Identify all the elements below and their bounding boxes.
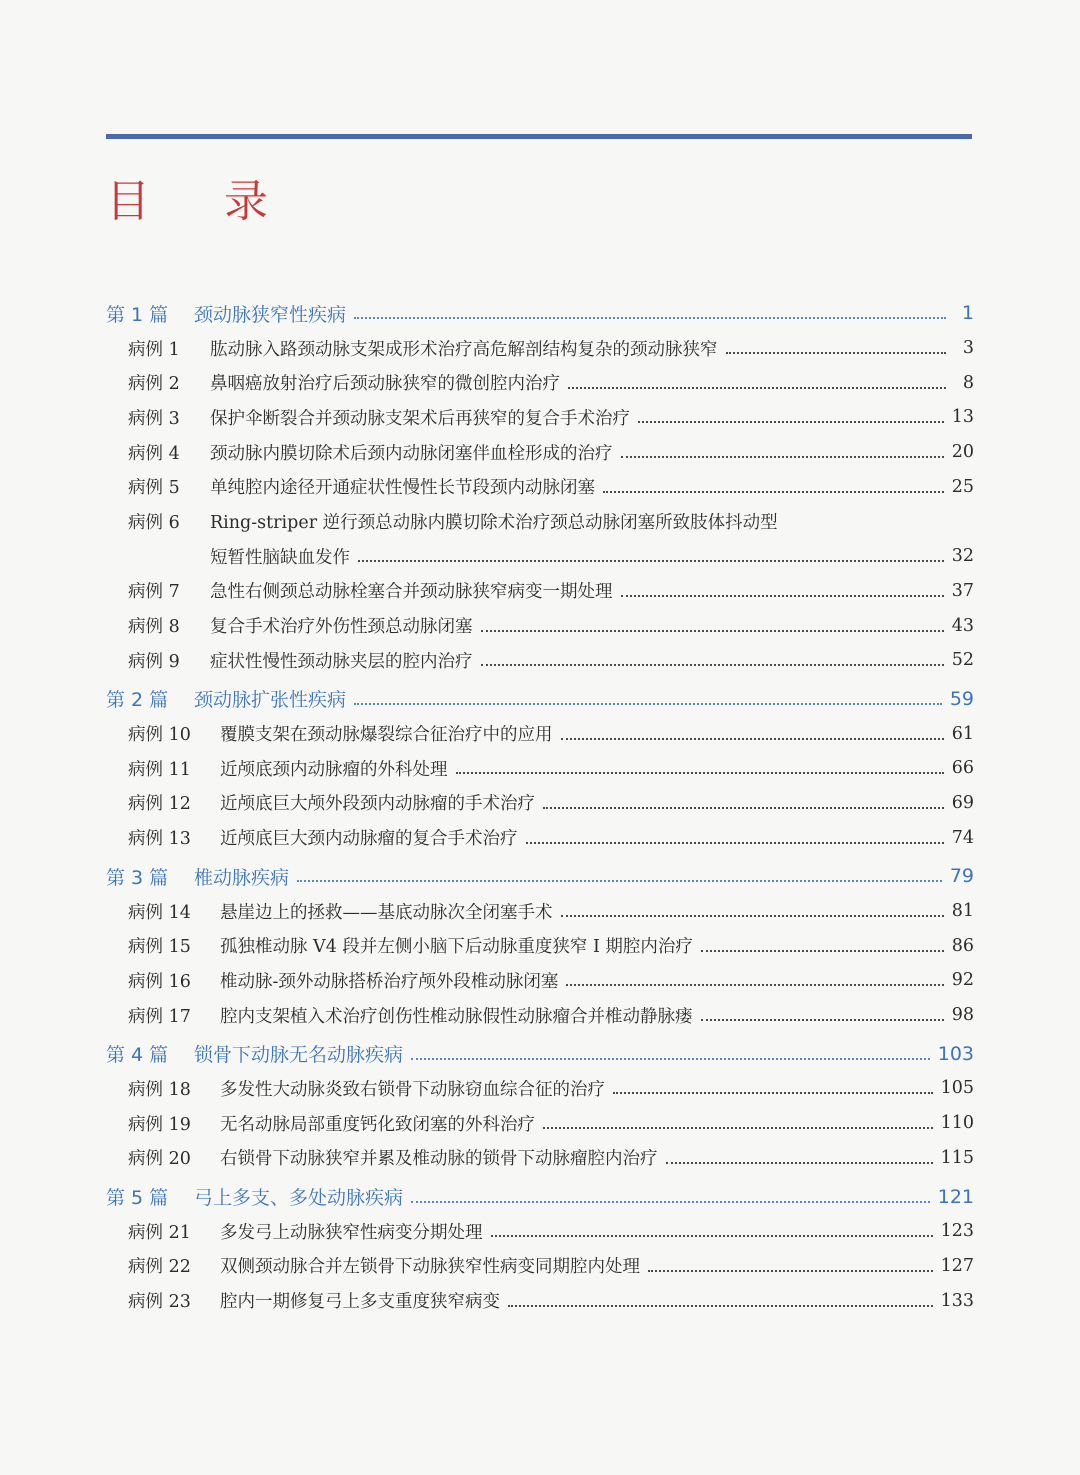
case-title: 短暂性脑缺血发作 bbox=[210, 547, 350, 568]
page-number: 127 bbox=[940, 1255, 974, 1276]
dot-leader bbox=[603, 491, 944, 493]
toc-case-entry[interactable] bbox=[106, 608, 974, 643]
case-title: 覆膜支架在颈动脉爆裂综合征治疗中的应用 bbox=[220, 725, 553, 746]
dot-leader bbox=[543, 1127, 933, 1129]
page-number: 66 bbox=[951, 758, 974, 779]
toc-case-entry[interactable] bbox=[106, 1249, 974, 1284]
dot-leader bbox=[726, 352, 947, 354]
case-label: 病例 12 bbox=[128, 794, 191, 815]
case-title: 椎动脉-颈外动脉搭桥治疗颅外段椎动脉闭塞 bbox=[220, 971, 559, 992]
case-label: 病例 1 bbox=[128, 339, 180, 360]
part-title: 颈动脉扩张性疾病 bbox=[194, 689, 347, 712]
toc-case-entry[interactable] bbox=[106, 331, 974, 366]
case-title: 多发弓上动脉狭窄性病变分期处理 bbox=[220, 1222, 483, 1243]
toc-part-entry[interactable] bbox=[106, 1179, 974, 1214]
case-label: 病例 11 bbox=[128, 759, 191, 780]
page-number: 105 bbox=[940, 1078, 974, 1099]
toc-case-entry[interactable] bbox=[106, 786, 974, 821]
case-label: 病例 18 bbox=[128, 1079, 191, 1100]
page-number: 13 bbox=[951, 407, 974, 428]
dot-leader bbox=[543, 807, 944, 809]
case-title: 近颅底巨大颈内动脉瘤的复合手术治疗 bbox=[220, 829, 518, 850]
page-number: 92 bbox=[951, 970, 974, 991]
toc-case-entry[interactable] bbox=[106, 928, 974, 963]
header-rule bbox=[106, 134, 972, 139]
page-number: 115 bbox=[940, 1147, 974, 1168]
page-number: 81 bbox=[951, 901, 974, 922]
dot-leader bbox=[481, 664, 944, 666]
page-number: 103 bbox=[937, 1042, 974, 1065]
dot-leader bbox=[411, 1058, 930, 1060]
toc-case-entry[interactable] bbox=[106, 751, 974, 786]
toc-case-entry[interactable] bbox=[106, 1141, 974, 1176]
toc-case-entry[interactable] bbox=[106, 1071, 974, 1106]
toc-case-entry[interactable] bbox=[106, 716, 974, 751]
case-title: 鼻咽癌放射治疗后颈动脉狭窄的微创腔内治疗 bbox=[210, 374, 560, 395]
page-number: 3 bbox=[962, 338, 974, 359]
dot-leader bbox=[621, 595, 944, 597]
dot-leader bbox=[561, 915, 944, 917]
case-title: 无名动脉局部重度钙化致闭塞的外科治疗 bbox=[220, 1114, 535, 1135]
case-title: 右锁骨下动脉狭窄并累及椎动脉的锁骨下动脉瘤腔内治疗 bbox=[220, 1149, 658, 1170]
page-number: 52 bbox=[951, 650, 974, 671]
dot-leader bbox=[666, 1162, 933, 1164]
page-number: 20 bbox=[951, 442, 974, 463]
page-number: 110 bbox=[940, 1113, 974, 1134]
case-title: 保护伞断裂合并颈动脉支架术后再狭窄的复合手术治疗 bbox=[210, 408, 630, 429]
dot-leader bbox=[411, 1201, 930, 1203]
case-title: 近颅底颈内动脉瘤的外科处理 bbox=[220, 759, 448, 780]
dot-leader bbox=[648, 1270, 933, 1272]
part-label: 第 3 篇 bbox=[106, 866, 169, 889]
page-number: 37 bbox=[951, 580, 974, 601]
case-label: 病例 14 bbox=[128, 902, 191, 923]
page-number: 86 bbox=[951, 935, 974, 956]
case-title: 复合手术治疗外伤性颈总动脉闭塞 bbox=[210, 617, 473, 638]
case-title: 腔内一期修复弓上多支重度狭窄病变 bbox=[220, 1292, 500, 1313]
case-title: 悬崖边上的拯救——基底动脉次全闭塞手术 bbox=[220, 902, 553, 923]
case-title: Ring-striper 逆行颈总动脉内膜切除术治疗颈总动脉闭塞所致肢体抖动型 bbox=[210, 512, 778, 533]
case-label: 病例 22 bbox=[128, 1257, 191, 1278]
part-title: 颈动脉狭窄性疾病 bbox=[194, 303, 347, 326]
page-number: 69 bbox=[951, 792, 974, 813]
case-label: 病例 5 bbox=[128, 478, 180, 499]
dot-leader bbox=[358, 560, 944, 562]
case-title: 双侧颈动脉合并左锁骨下动脉狭窄性病变同期腔内处理 bbox=[220, 1257, 640, 1278]
page-number: 121 bbox=[937, 1185, 974, 1208]
case-title: 单纯腔内途径开通症状性慢性长节段颈内动脉闭塞 bbox=[210, 478, 595, 499]
case-label: 病例 20 bbox=[128, 1149, 191, 1170]
case-title: 腔内支架植入术治疗创伤性椎动脉假性动脉瘤合并椎动静脉瘘 bbox=[220, 1006, 693, 1027]
case-label: 病例 7 bbox=[128, 582, 180, 603]
part-title: 椎动脉疾病 bbox=[194, 866, 290, 889]
case-label: 病例 9 bbox=[128, 651, 180, 672]
case-label: 病例 15 bbox=[128, 937, 191, 958]
part-label: 第 5 篇 bbox=[106, 1187, 169, 1210]
page-number: 61 bbox=[951, 723, 974, 744]
page-number: 32 bbox=[951, 546, 974, 567]
toc-part-entry[interactable] bbox=[106, 1036, 974, 1071]
case-title: 近颅底巨大颅外段颈内动脉瘤的手术治疗 bbox=[220, 794, 535, 815]
case-label: 病例 4 bbox=[128, 443, 180, 464]
dot-leader bbox=[638, 421, 944, 423]
case-label: 病例 19 bbox=[128, 1114, 191, 1135]
case-title: 颈动脉内膜切除术后颈内动脉闭塞伴血栓形成的治疗 bbox=[210, 443, 613, 464]
dot-leader bbox=[566, 984, 943, 986]
table-of-contents bbox=[106, 296, 974, 1318]
toc-case-entry[interactable] bbox=[106, 469, 974, 504]
case-label: 病例 13 bbox=[128, 829, 191, 850]
dot-leader bbox=[526, 842, 944, 844]
toc-case-entry[interactable] bbox=[106, 400, 974, 435]
part-label: 第 2 篇 bbox=[106, 689, 169, 712]
case-label: 病例 16 bbox=[128, 971, 191, 992]
part-title: 弓上多支、多处动脉疾病 bbox=[194, 1187, 404, 1210]
case-label: 病例 6 bbox=[128, 512, 180, 533]
dot-leader bbox=[701, 1019, 944, 1021]
page-number: 79 bbox=[949, 865, 974, 888]
toc-part-entry[interactable] bbox=[106, 296, 974, 331]
dot-leader bbox=[613, 1092, 933, 1094]
part-label: 第 1 篇 bbox=[106, 303, 169, 326]
toc-part-entry[interactable] bbox=[106, 859, 974, 894]
case-label: 病例 23 bbox=[128, 1292, 191, 1313]
toc-case-entry[interactable] bbox=[106, 365, 974, 400]
dot-leader bbox=[354, 703, 942, 705]
page-number: 8 bbox=[962, 372, 974, 393]
toc-case-entry[interactable] bbox=[106, 574, 974, 609]
part-title: 锁骨下动脉无名动脉疾病 bbox=[194, 1044, 404, 1067]
dot-leader bbox=[456, 772, 944, 774]
dot-leader bbox=[491, 1235, 933, 1237]
toc-case-entry[interactable] bbox=[106, 1106, 974, 1141]
toc-case-entry[interactable] bbox=[106, 435, 974, 470]
dot-leader bbox=[561, 738, 944, 740]
toc-part-entry[interactable] bbox=[106, 682, 974, 717]
dot-leader bbox=[701, 950, 944, 952]
toc-case-entry[interactable] bbox=[106, 1214, 974, 1249]
case-label: 病例 17 bbox=[128, 1006, 191, 1027]
toc-case-entry[interactable] bbox=[106, 504, 974, 539]
case-title: 多发性大动脉炎致右锁骨下动脉窃血综合征的治疗 bbox=[220, 1079, 605, 1100]
case-title: 肱动脉入路颈动脉支架成形术治疗高危解剖结构复杂的颈动脉狭窄 bbox=[210, 339, 718, 360]
case-label: 病例 10 bbox=[128, 725, 191, 746]
page-number: 43 bbox=[951, 615, 974, 636]
toc-case-continuation[interactable] bbox=[106, 539, 974, 574]
case-title: 急性右侧颈总动脉栓塞合并颈动脉狭窄病变一期处理 bbox=[210, 582, 613, 603]
toc-case-entry[interactable] bbox=[106, 820, 974, 855]
toc-case-entry[interactable] bbox=[106, 1283, 974, 1318]
page-number: 25 bbox=[951, 476, 974, 497]
case-label: 病例 2 bbox=[128, 374, 180, 395]
dot-leader bbox=[297, 880, 942, 882]
toc-case-entry[interactable] bbox=[106, 998, 974, 1033]
page-number: 133 bbox=[940, 1290, 974, 1311]
case-label: 病例 8 bbox=[128, 617, 180, 638]
page-number: 1 bbox=[961, 302, 974, 325]
case-title: 症状性慢性颈动脉夹层的腔内治疗 bbox=[210, 651, 473, 672]
page-number: 74 bbox=[951, 827, 974, 848]
page-number: 59 bbox=[949, 687, 974, 710]
dot-leader bbox=[508, 1305, 933, 1307]
case-label: 病例 21 bbox=[128, 1222, 191, 1243]
dot-leader bbox=[481, 630, 944, 632]
dot-leader bbox=[568, 387, 946, 389]
page-title: 目 录 bbox=[106, 176, 298, 227]
case-title: 孤独椎动脉 V4 段并左侧小脑下后动脉重度狭窄 Ⅰ 期腔内治疗 bbox=[220, 937, 693, 958]
page-number: 123 bbox=[940, 1221, 974, 1242]
case-label: 病例 3 bbox=[128, 408, 180, 429]
toc-case-entry[interactable] bbox=[106, 894, 974, 929]
toc-case-entry[interactable] bbox=[106, 643, 974, 678]
part-label: 第 4 篇 bbox=[106, 1044, 169, 1067]
dot-leader bbox=[354, 317, 946, 319]
toc-case-entry[interactable] bbox=[106, 963, 974, 998]
page-number: 98 bbox=[951, 1005, 974, 1026]
dot-leader bbox=[621, 456, 944, 458]
